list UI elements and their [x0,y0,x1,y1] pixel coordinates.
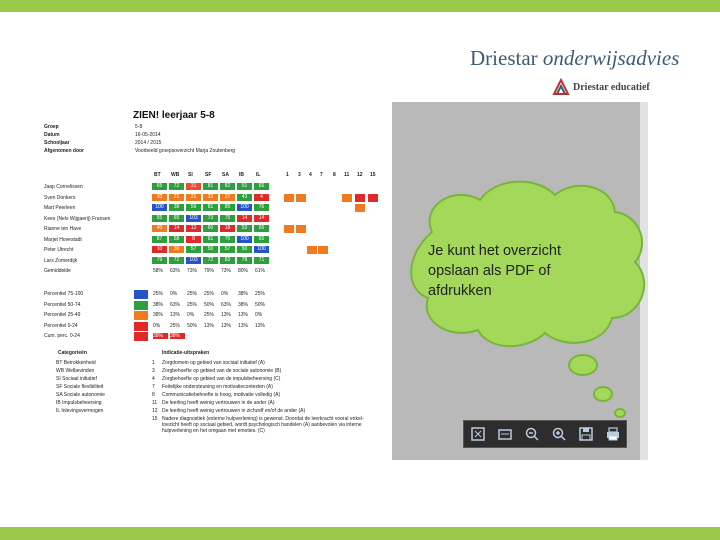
category-item: IL Inlevingsvermogen [56,408,104,414]
score-cell: 40 [152,225,167,232]
percentile-value: 13% [221,312,232,318]
pdf-toolbar [463,420,627,448]
score-cell: 100 [237,204,252,211]
score-cell: 103 [186,215,201,222]
student-name: Mart Peerleen [44,205,76,211]
zoom-out-button[interactable] [523,425,541,443]
score-cell: 4 [254,194,269,201]
score-cell: 65 [254,225,269,232]
score-cell: 79 [152,257,167,264]
student-name: Jaap Cornelissen [44,184,83,190]
score-cell: 82 [220,183,235,190]
column-header: IB [239,172,244,178]
percentile-value: 25% [187,291,198,297]
percentile-value: 13% [255,322,266,329]
percentile-value: 50% [187,322,198,329]
percentile-value: 0% [170,291,178,297]
indication-text: Nadere diagnostiek (externe hulpverlening) is gewenst. Doordat de leerkracht vooral enkel-toezicht heeft op sociaal gebied, wordt psychologisch handelen (A) aanbevolen via interne hulpverlening en het omgaan met emoties. (C) [162,416,364,434]
indication-number: 15 [152,416,158,422]
percentile-label: Percentiel 50-74 [44,301,81,308]
brand-name-italic: onderwijsadvies [542,46,680,70]
student-name: Rianne ten Have [44,226,82,232]
score-cell: 53 [237,225,252,232]
save-button[interactable] [577,425,595,443]
score-cell: 18 [220,225,235,232]
score-cell: 100 [152,204,167,211]
score-cell: 65 [169,215,184,222]
percentile-value: 0% [221,291,229,297]
extra-column-header: 1 [286,172,289,178]
score-cell: 65 [152,183,167,190]
indication-text: De leerling heeft weinig vertrouwen in de ander (A) [162,400,275,406]
score-cell: 60 [203,225,218,232]
score-cell: 87 [152,236,167,243]
score-cell: 51 [237,183,252,190]
student-name: Sven Donkers [44,194,76,201]
column-header: SI [188,172,193,178]
fit-width-button[interactable] [496,425,514,443]
category-item: WB Welbevinden [56,368,95,374]
meta-value: 5-8 [135,124,143,130]
indication-text: Communicatiebehoefte is hoog, motivatie volledig (A) [162,392,281,398]
zoom-in-icon [551,426,567,442]
column-header: IL [256,172,261,178]
percentile-value: 63% [221,301,232,308]
score-cell: 81 [203,236,218,243]
student-name: Peter Utrecht [44,247,74,253]
score-cell: 65 [254,236,269,243]
category-item: SA Sociale autonomie [56,392,105,398]
extra-column-header: 3 [298,172,301,178]
score-cell: 50 [203,246,218,253]
score-cell: 38 [169,204,184,211]
score-cell: 57 [220,246,235,253]
score-cell: 73 [203,215,218,222]
average-value: 58% [153,268,164,274]
category-item: SF Sociale flexibiliteit [56,384,104,390]
percentile-label: Cum. perc. 0-24 [44,333,80,339]
score-cell: 21 [186,194,201,201]
percentile-label: Percentiel 75-100 [44,291,84,297]
extra-column-header: 11 [344,172,350,178]
percentile-value: 38% [238,291,249,297]
thought-bubble-dot-2 [594,387,612,401]
indication-number: 3 [152,368,155,374]
fit-width-icon [497,426,513,442]
category-item: BT Betrokkenheid [56,360,96,366]
extra-column-header: 8 [333,172,336,178]
secondary-logo-text: Driestar educatief [573,81,650,93]
percentile-value: 13% [238,312,249,318]
fit-page-button[interactable] [469,425,487,443]
extra-column-header: 7 [320,172,323,178]
percentile-value: 0% [153,322,161,329]
indication-number: 11 [152,400,158,406]
percentile-value: 38% [170,333,185,339]
student-name: Marjet Hovestadt [44,236,82,243]
indication-text: Zorgdomein op gebied van sociaal initiatief (A) [162,360,265,366]
percentile-value: 13% [170,312,181,318]
score-cell: 65 [254,183,269,190]
category-item: SI Sociaal initiatief [56,376,97,382]
score-cell: 59 [186,204,201,211]
percentile-value: 63% [170,301,181,308]
score-cell: 30 [152,194,167,201]
meta-label: Datum [44,132,60,138]
percentile-value: 0% [187,312,195,318]
zoom-in-button[interactable] [550,425,568,443]
meta-label: Schooljaar [44,140,70,146]
score-cell: 43 [237,194,252,201]
score-cell: 14 [237,215,252,222]
thought-bubble-dot-1 [569,355,597,375]
score-cell: 57 [186,246,201,253]
percentile-value: 25% [170,322,181,329]
score-cell: 14 [169,225,184,232]
score-cell: 70 [220,236,235,243]
meta-value: 16-05-2014 [135,132,161,138]
score-cell: 32 [203,194,218,201]
score-cell: 76 [254,204,269,211]
percentile-value: 13% [221,322,232,329]
percentile-value: 13% [238,322,249,329]
percentile-value: 13% [204,322,215,329]
brand-name-regular: Driestar [470,46,538,70]
score-cell: 78 [237,257,252,264]
score-cell: 27 [220,194,235,201]
score-cell: 72 [203,257,218,264]
percentile-value: 25% [153,291,164,297]
indication-number: 7 [152,384,155,390]
score-cell: 21 [169,194,184,201]
bottom-accent-bar [0,527,720,540]
percentile-value: 25% [255,291,266,297]
average-value: 80% [238,268,249,274]
indication-number: 8 [152,392,155,398]
student-name: Lars Zomerdijk [44,257,78,264]
percentile-value: 38% [238,301,249,308]
indication-number: 12 [152,408,158,414]
indication-number: 4 [152,376,155,382]
average-value: 63% [170,268,181,274]
average-value: 79% [204,268,215,274]
percentile-label: Percentiel 25-49 [44,312,81,318]
average-value: 73% [221,268,232,274]
score-cell: 14 [254,215,269,222]
score-cell: 75 [220,215,235,222]
extra-column-header: 15 [370,172,376,178]
column-header: SF [205,172,212,178]
meta-label: Afgenomen door [44,148,84,154]
zoom-out-icon [524,426,540,442]
score-cell: 81 [203,204,218,211]
thought-bubble-dot-3 [615,409,625,417]
average-label: Gemiddelde [44,268,71,274]
score-cell: 13 [186,225,201,232]
average-value: 73% [187,268,198,274]
report-title: ZIEN! leerjaar 5-8 [133,110,215,121]
column-header: SA [222,172,229,178]
percentile-value: 50% [255,301,266,308]
indication-text: Zorgbehoefte op gebied van de sociale autonomie (B) [162,368,282,374]
percentile-value: 38% [153,333,168,339]
score-cell: 72 [169,257,184,264]
score-cell: 72 [169,183,184,190]
indication-number: 1 [152,360,155,366]
meta-value: 2014 / 2015 [135,140,162,146]
score-cell: 100 [254,246,269,253]
percentile-value: 38% [153,301,164,308]
score-cell: 85 [220,204,235,211]
student-name: Kees (Nels Wijgaerij) Fransen [44,215,111,222]
score-cell: 50 [237,246,252,253]
percentile-value: 25% [187,301,198,308]
score-cell: 81 [203,183,218,190]
score-cell: 83 [220,257,235,264]
print-icon [605,426,621,442]
extra-column-header: 4 [309,172,312,178]
column-header: WB [171,172,180,178]
categories-header: Categorieën [58,350,87,356]
average-value: 61% [255,268,266,274]
category-item: IB Impulsbeheersing [56,400,102,406]
save-icon [578,426,594,442]
indications-header: Indicatie-uitspraken [162,350,210,356]
percentile-value: 25% [204,291,215,297]
print-button[interactable] [604,425,622,443]
score-cell: 8 [186,236,201,243]
extra-column-header: 12 [357,172,363,178]
score-cell: 100 [237,236,252,243]
indication-text: Feitelijke ondersteuning en motivatiecontexten (A) [162,384,273,390]
score-cell: 58 [169,236,184,243]
meta-label: Groep [44,124,59,130]
indication-text: De leerling heeft weinig vertrouwen in zichzelf en/of de ander (A) [162,408,306,414]
fit-page-icon [470,426,486,442]
indication-text: Zorgbehoefte op gebied van de impulsbeheersing (C) [162,376,281,382]
meta-value: Voorbeeld groepsoverzicht Marja Zoutenberg [135,148,236,154]
percentile-label: Percentiel 0-24 [44,322,78,329]
score-cell: 10 [152,246,167,253]
percentile-value: 0% [255,312,263,318]
score-cell: 21 [186,183,201,190]
score-cell: 55 [152,215,167,222]
percentile-value: 25% [204,312,215,318]
score-cell: 30 [169,246,184,253]
score-cell: 71 [254,257,269,264]
score-cell: 103 [186,257,201,264]
column-header: BT [154,172,161,178]
percentile-value: 38% [153,312,164,318]
thought-bubble-text: Je kunt het overzicht opslaan als PDF of afdrukken [428,243,561,299]
percentile-value: 50% [204,301,215,308]
